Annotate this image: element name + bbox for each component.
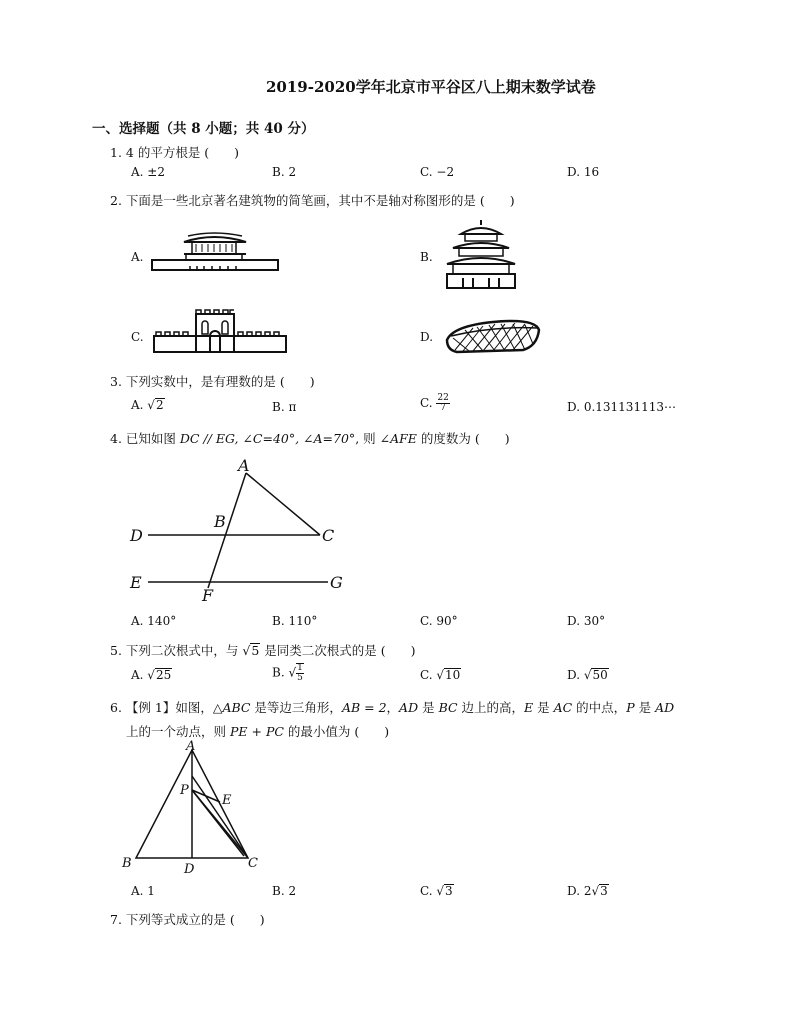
q4-option-d: D. 30° [567,614,606,628]
q6-l1-e: 边上的高， [457,700,525,715]
q6-c-radicand: 3 [445,884,453,898]
point-label-b: B [214,512,226,531]
q5-a-radicand: 25 [155,668,172,682]
q5-stem-radicand: 5 [251,643,260,658]
question-3-stem: 3. 下列实数中，是有理数的是 ( ) [110,374,315,389]
q6-option-b: B. 2 [272,884,297,898]
segment-ac-inner [192,776,248,858]
q6-l1-P: P [626,700,635,715]
q6-option-a: A. 1 [131,884,155,898]
q4-option-a: A. 140° [131,614,177,628]
q5-c-prefix: C. [420,668,433,682]
q5-option-a: A. √25 [131,668,172,682]
q3-option-c [420,394,450,413]
q6-l1-bc: BC [438,700,458,715]
point-label-a: A [238,456,250,475]
q2-label-a: A. [131,250,144,264]
question-5-stem: 5. 下列二次根式中，与 √5 是同类二次根式的是 ( ) [110,643,416,658]
q6-l1-ad: AD [399,700,419,715]
q3-option-d: D. 0.131131113⋯ [567,400,676,414]
point-label-e: E [222,793,232,808]
tiananmen-drawing [150,230,280,274]
q5-c-radicand: 10 [445,668,461,682]
section-heading: 一、选择题（共 8 小题；共 40 分） [92,121,315,137]
point-label-c: C [322,526,335,545]
point-label-a: A [186,739,196,754]
q2-label-b: B. [420,250,433,264]
q6-l1-c: ， [386,700,400,715]
q1-option-d: D. 16 [567,165,600,179]
point-label-d: D [130,526,143,545]
q3-c-denominator: 7 [440,403,446,413]
q6-l2-b: 的最小值为 ( ) [283,724,390,739]
q4-figure [128,455,348,605]
q6-figure [120,740,270,876]
point-label-f: F [202,586,214,605]
q6-l1-ad2: AD [655,700,675,715]
q3-a-prefix: A. [131,398,144,412]
q6-option-d: D. 2√3 [567,884,608,898]
q5-b-denominator: 5 [297,673,303,683]
q2-label-d: D. [420,330,434,344]
q6-option-c: C. √3 [420,884,453,898]
q5-a-prefix: A. [131,668,144,682]
q4-stem-mid: , 则 [355,431,380,446]
q1-option-b: B. 2 [272,165,297,179]
point-label-e: E [130,573,142,592]
point-label-p: P [180,783,189,798]
q6-l2-a: 上的一个动点，则 [126,724,230,739]
question-1-stem: 1. 4 的平方根是 ( ) [110,145,240,160]
q6-d-radicand: 3 [600,884,608,898]
q6-l1-d: 是 [418,700,439,715]
q6-l1-a: 6. 【例 1】如图， [110,700,213,715]
question-7-stem: 7. 下列等式成立的是 ( ) [110,912,265,927]
q5-option-b: B. √ $\frac{1}{5}$ [272,663,303,683]
q4-stem-math: DC // EG, ∠C=40°, ∠A=70° [179,431,356,446]
q6-c-prefix: C. [420,884,433,898]
q4-stem-angle: ∠AFE [379,431,417,446]
q6-l2-expr: PE + PC [229,724,284,739]
q6-l1-b: 是等边三角形， [250,700,342,715]
q3-option-a: A. √2 [131,398,164,412]
q5-b-numerator: 1 [297,663,303,673]
q5-b-prefix: B. [272,665,285,680]
temple-of-heaven-drawing [443,218,519,292]
q4-stem-post: 的度数为 ( ) [416,431,510,446]
q1-option-c: C. −2 [420,165,455,179]
q5-option-c: C. √10 [420,668,461,682]
question-6-line-1 [110,698,674,716]
question-2-stem: 2. 下面是一些北京著名建筑物的简笔画，其中不是轴对称图形的是 ( ) [110,193,515,208]
q5-d-prefix: D. [567,668,581,682]
line-ac [246,473,320,535]
q5-b-fraction [296,663,304,683]
q3-c-numerator: 22 [437,393,449,403]
q6-l1-E: E [524,700,534,715]
q6-l1-ab: AB = 2 [341,700,387,715]
q4-option-b: B. 110° [272,614,318,628]
q3-a-radicand: 2 [155,398,164,412]
question-6-line-2 [126,722,389,740]
q3-c-prefix: C. [420,396,433,410]
page-title: 2019-2020学年北京市平谷区八上期末数学试卷 [266,78,596,96]
great-wall-drawing [152,308,288,354]
q5-stem-pre: 5. 下列二次根式中，与 [110,643,243,658]
q4-stem-pre: 4. 已知如图 [110,431,180,446]
q1-option-a: A. ±2 [131,165,165,179]
q5-stem-post: 是同类二次根式的是 ( ) [260,643,416,658]
birds-nest-drawing [443,316,543,356]
point-label-d: D [184,862,195,877]
point-label-b: B [122,856,132,871]
q3-c-fraction [436,394,449,413]
q5-d-radicand: 50 [592,668,608,682]
q6-l1-triangle: △ABC [212,700,251,715]
q6-l1-h: 是 [634,700,656,715]
q6-l1-f: 是 [533,700,554,715]
point-label-c: C [248,856,258,871]
q6-l1-g: 的中点， [572,700,627,715]
point-label-g: G [330,573,343,592]
q2-label-c: C. [131,330,144,344]
q6-d-prefix: D. 2 [567,884,592,898]
q6-l1-ac: AC [553,700,573,715]
question-4-stem [110,429,510,447]
q3-option-b: B. π [272,400,297,414]
q4-option-c: C. 90° [420,614,458,628]
q5-option-d: D. √50 [567,668,608,682]
